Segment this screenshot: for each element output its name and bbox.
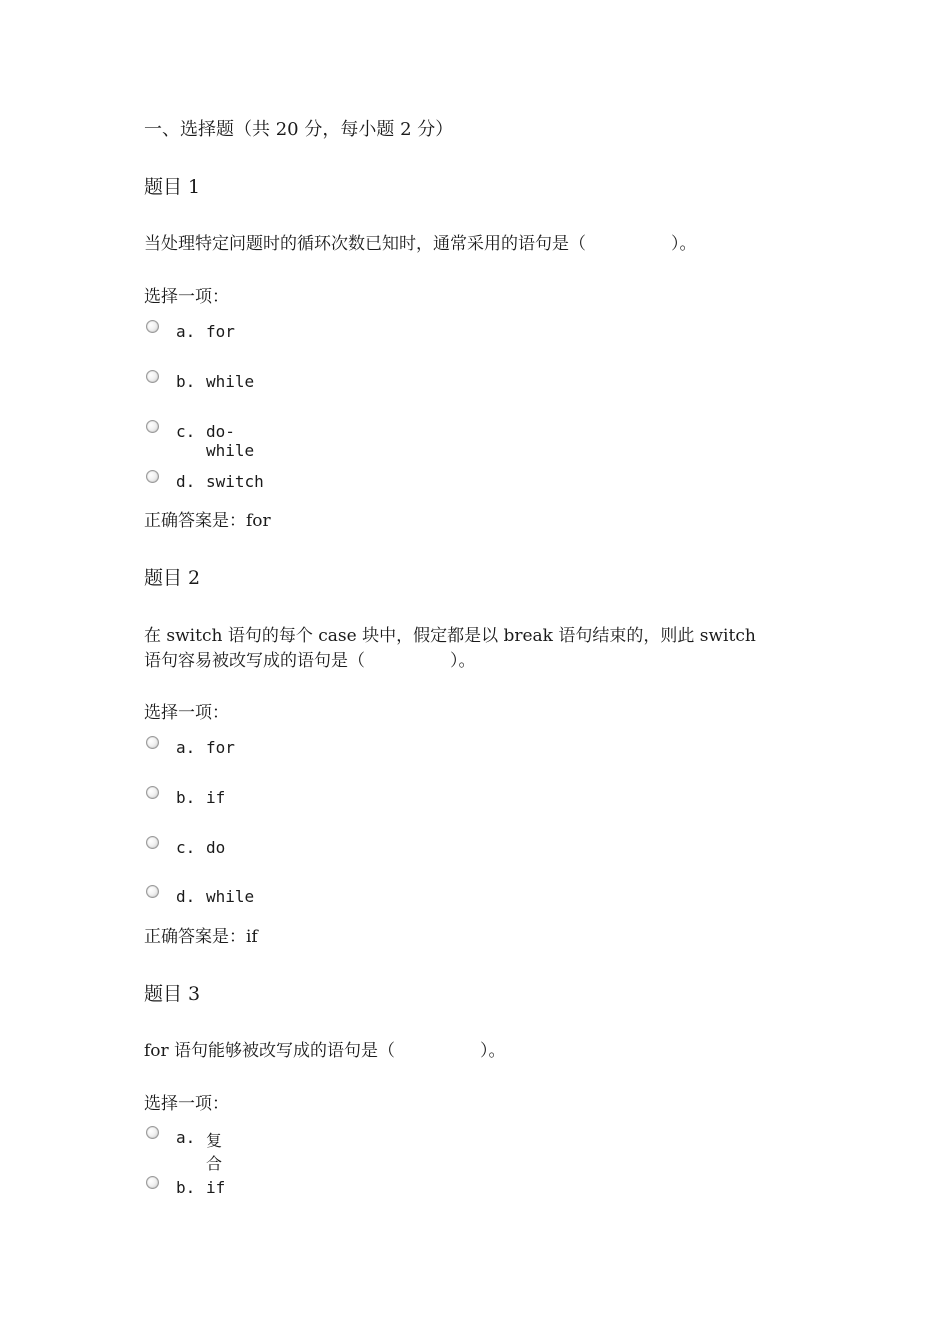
question-1-text: 当处理特定问题时的循环次数已知时，通常采用的语句是（ ）。 <box>144 234 697 254</box>
question-3-text: for 语句能够被改写成的语句是（ ）。 <box>144 1041 506 1061</box>
option-letter: c. <box>176 838 196 857</box>
option-letter: b. <box>176 1178 196 1197</box>
option-text: while <box>206 887 255 906</box>
option-letter: d. <box>176 887 196 906</box>
radio-button-icon[interactable] <box>146 736 159 749</box>
option-text: switch <box>206 472 264 491</box>
section-title: 一、选择题（共 20 分，每小题 2 分） <box>144 119 454 140</box>
question-2-text-line-2: 语句容易被改写成的语句是（ ）。 <box>144 651 476 671</box>
radio-button-icon[interactable] <box>146 786 159 799</box>
option-letter: a. <box>176 738 196 757</box>
question-1-title: 题目 1 <box>144 176 201 198</box>
option-text: if <box>206 1178 226 1197</box>
option-text: do <box>206 838 226 857</box>
radio-button-icon[interactable] <box>146 1126 159 1139</box>
radio-button-icon[interactable] <box>146 1176 159 1189</box>
option-letter: d. <box>176 472 196 491</box>
question-2-prompt: 选择一项： <box>144 703 229 723</box>
radio-button-icon[interactable] <box>146 420 159 433</box>
radio-button-icon[interactable] <box>146 320 159 333</box>
option-text: if <box>206 788 226 807</box>
question-2-text-line-1: 在 switch 语句的每个 case 块中，假定都是以 break 语句结束的，则此 switch <box>144 626 756 646</box>
option-letter: c. <box>176 422 196 441</box>
option-letter: b. <box>176 788 196 807</box>
option-text: for <box>206 322 235 341</box>
radio-button-icon[interactable] <box>146 836 159 849</box>
radio-button-icon[interactable] <box>146 370 159 383</box>
question-2-correct-answer: 正确答案是：if <box>144 927 258 947</box>
option-text: while <box>206 372 255 391</box>
question-3-title: 题目 3 <box>144 983 201 1005</box>
question-1-prompt: 选择一项： <box>144 287 229 307</box>
option-text: do-while <box>206 422 255 460</box>
option-text: for <box>206 738 235 757</box>
question-1-correct-answer: 正确答案是：for <box>144 511 271 531</box>
option-letter: b. <box>176 372 196 391</box>
question-2-title: 题目 2 <box>144 567 201 589</box>
option-letter: a. <box>176 322 196 341</box>
option-text: 复合 <box>206 1131 223 1173</box>
option-letter: a. <box>176 1128 196 1147</box>
radio-button-icon[interactable] <box>146 885 159 898</box>
radio-button-icon[interactable] <box>146 470 159 483</box>
question-3-prompt: 选择一项： <box>144 1094 229 1114</box>
